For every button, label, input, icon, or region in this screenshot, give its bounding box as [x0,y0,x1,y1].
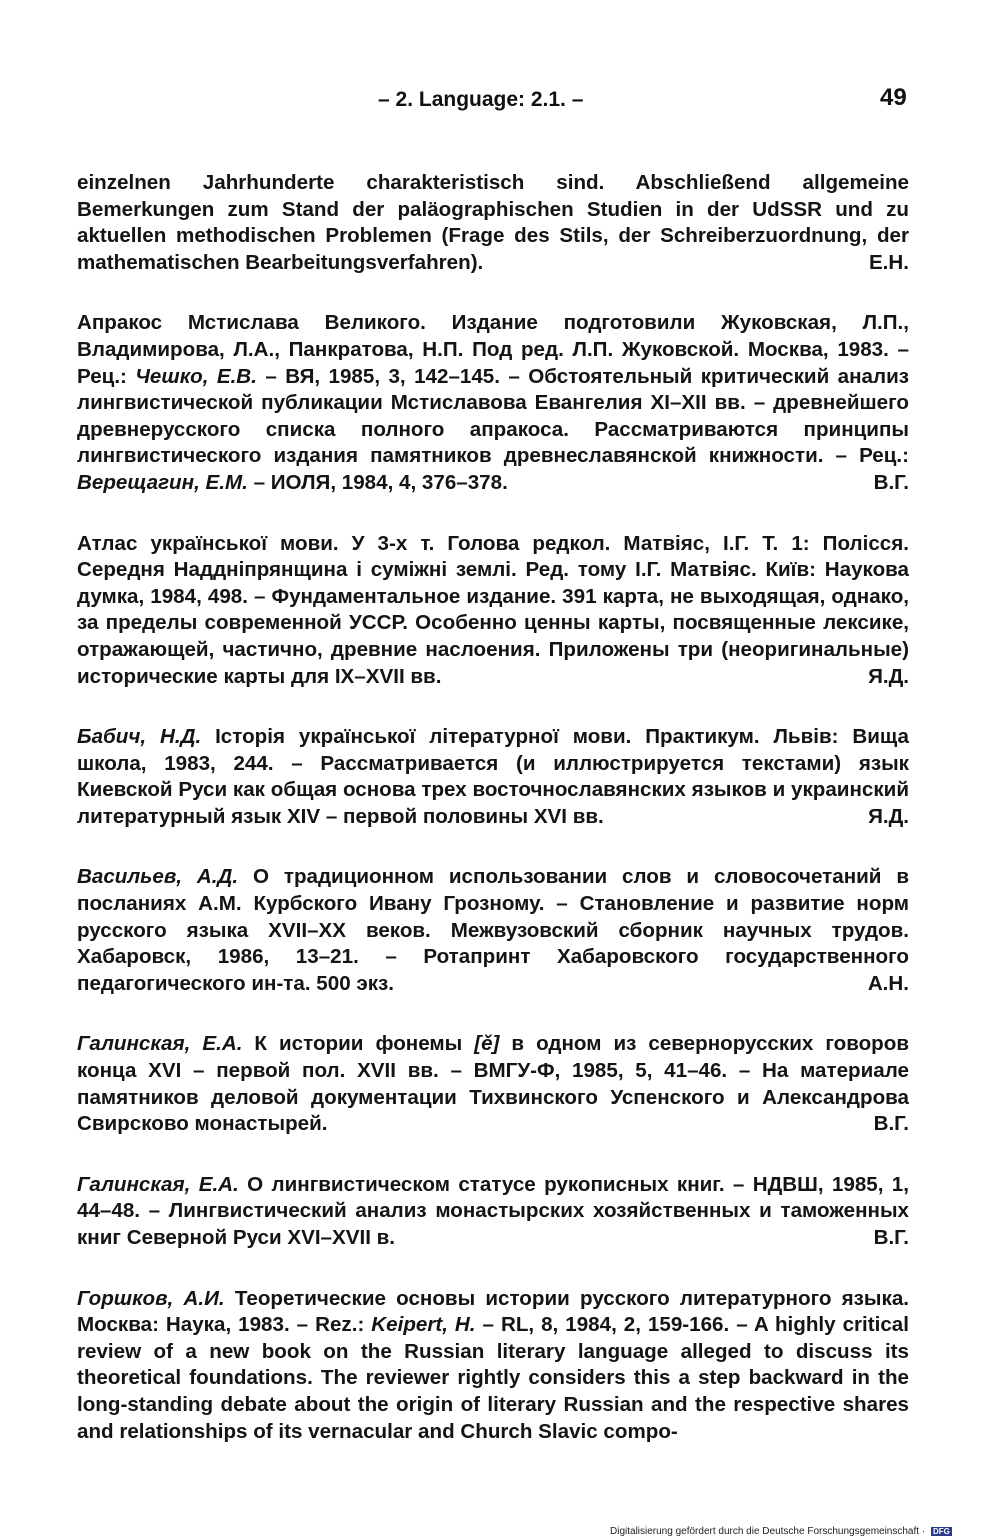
reviewer-initials: А.Н. [867,971,909,995]
entry-text: в одном из севернорусских говоров конца XVI – первой пол. XVII вв. – ВМГУ-Ф, 1985, 5, 41–46. – На материале памятников деловой документации Тихвинского Успенского и Александрова Свирсково монастырей. [77,1032,909,1136]
entry-text: О традиционном использовании слов и словосочетаний в посланиях А.М. Курбского Ивану Грозному. – Становление и развитие норм русского языка XVII–XX веков. Межвузовский сборник научных трудов. Хабаровск, 1986, 13–21. – Ротапринт Хабаровского государственного педагогического ин-та. 500 экз. [77,865,909,995]
dfg-logo: DFG [932,1526,950,1536]
footer-text: Digitalisierung gefördert durch die Deutsche Forschungsgemeinschaft · [610,1526,926,1537]
running-head: – 2. Language: 2.1. – [378,88,584,111]
entry-gorshkov [77,1286,909,1446]
reviewer-initials: Я.Д. [868,664,909,688]
entry-author: Горшков, А.И. [77,1286,225,1310]
reviewer-name: Чешко, Е.В. [135,364,257,388]
entry-author: Галинская, Е.А. [77,1032,243,1056]
entry-text: einzelnen Jahrhunderte charakteristisch sind. Abschließend allgemeine Bemerkungen zum Stand der paläographischen Studien in der UdSSR und zu aktuellen methodischen Problemen (Frage des Stils, der Schreiberzuordnung, der mathematischen Bearbeitungsverfahren). [77,171,909,274]
entry-vasilev [77,864,909,997]
reviewer-initials: В.Г. [873,470,909,494]
entry-continuation [77,170,909,276]
entry-text: Атлас української мови. У 3-х т. Голова редкол. Матвіяс, І.Г. Т. 1: Полісся. Середня Наддніпрянщина і суміжні землі. Ред. тому І.Г. Матвіяс. Київ: Наукова думка, 1984, 498. – Фундаментальное издание. 391 карта, не выходящая, однако, за пределы современной УССР. Особенно ценны карты, посвященные лексике, отражающей, частично, древние наслоения. Приложены три (неоригинальные) исторические карты для IX–XVII вв. [77,531,909,688]
entry-author: Бабич, Н.Д. [77,725,202,749]
reviewer-initials: В.Г. [873,1226,909,1249]
bibliography-body [77,170,909,1479]
entry-text: – RL, 8, 1984, 2, 159-166. – A highly critical review of a new book on the Russian literary language alleged to discuss its theoretical foundations. The reviewer rightly considers this a step backward in the long-standing debate about the origin of literary Russian and the respective shares and relationships of its vernacular and Church Slavic compo- [77,1313,909,1443]
reviewer-initials: E.H. [868,250,909,274]
reviewer-initials: В.Г. [873,1112,909,1136]
entry-text: – ИОЛЯ, 1984, 4, 376–378. [247,470,508,494]
phoneme: [ě] [474,1032,500,1056]
entry-text: Теоретические основы истории русского литературного языка. Москва: Наука, 1983. – Rez.: [77,1286,909,1337]
entry-atlas [77,531,909,691]
page-number: 49 [880,84,907,111]
page-header [0,84,1000,120]
entry-galinskaya-1 [77,1031,909,1137]
entry-text: Апракос Мстислава Великого. Издание подготовили Жуковская, Л.П., Владимирова, Л.А., Панкратова, Н.П. Под ред. Л.П. Жуковской. Москва, 1983. – Рец.: [77,311,909,388]
entry-author: Галинская, Е.А. [77,1172,239,1196]
reviewer-initials: Я.Д. [868,804,909,828]
entry-aprakos [77,310,909,496]
reviewer-name: Keipert, H. [371,1313,476,1337]
entry-text: К истории фонемы [242,1032,475,1056]
entry-text: О лингвистическом статусе рукописных книг. – НДВШ, 1985, 1, 44–48. – Лингвистический анализ монастырских хозяйственных и таможенных книг Северной Руси XVI–XVII в. [77,1172,909,1249]
entry-author: Васильев, А.Д. [77,865,239,889]
entry-text: Історія української літературної мови. Практикум. Львів: Вища школа, 1983, 244. – Рассматривается (и иллюстрируется текстами) язык Киевской Руси как общая основа трех восточнославянских языков и украинский литературный язык XIV – первой половины XVI вв. [77,725,909,828]
digitization-footer [610,1526,952,1537]
reviewer-name: Верещагин, Е.М. [77,470,248,494]
entry-galinskaya-2 [77,1172,909,1252]
entry-babych [77,724,909,830]
entry-text: – ВЯ, 1985, 3, 142–145. – Обстоятельный критический анализ лингвистической публикации Мстиславова Евангелия XI–XII вв. – древнейшего древнерусского списка полного апракоса. Рассматриваются принципы лингвистического издания памятников древнеславянской книжности. – Рец.: [77,364,909,468]
